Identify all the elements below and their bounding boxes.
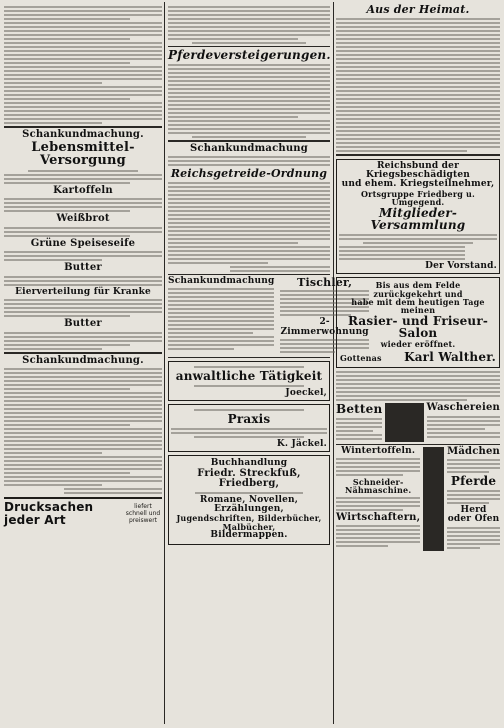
section-heading: Aus der Heimat.: [366, 3, 470, 16]
print-ad: [4, 497, 162, 526]
ad-name: K. Jäckel.: [276, 438, 327, 449]
ad-heading-betten: Betten: [336, 402, 383, 416]
ad-subheading: Butter: [64, 262, 102, 274]
ad-heading-pferde: Pferde: [450, 474, 497, 489]
article-text: [4, 6, 162, 124]
ad-heading-waesche: Waschereien: [426, 402, 500, 413]
ad-heading-pantoffeln: Wintertoffeln.: [341, 445, 416, 456]
ad-line: Jugendschriften, Bilderbücher, Malbücher,: [176, 513, 322, 532]
ad-subheading: Kartoffeln: [53, 184, 113, 196]
ad-heading-maedchen: Mädchen: [447, 445, 500, 457]
ad-line: Bis aus dem Felde zurückgekehrt und: [373, 280, 463, 299]
ad-heading-reichsgetreide: Reichsgetreide-Ordnung: [170, 167, 328, 181]
ad-heading: Schankundmachung.: [22, 354, 144, 366]
column-right: [336, 4, 500, 551]
ad-subheading: Ortsgruppe Friedberg u. Umgegend.: [360, 188, 476, 208]
ad-label: Gottenas: [340, 353, 382, 364]
ad-box-salon: [336, 277, 500, 368]
ad-subheading: Butter: [64, 318, 102, 330]
ad-heading-herd: Herd oder Ofen: [447, 504, 500, 525]
ad-subheading: Eierverteilung für Kranke: [15, 286, 151, 297]
ad-heading-firm: Friedr. Streckfuß, Friedberg,: [197, 467, 301, 490]
ad-heading: Reichsbund der Kriegsbeschädigten: [365, 160, 471, 180]
ad-heading: Buchhandlung: [210, 458, 288, 469]
ad-heading-tischler: Tischler,: [297, 275, 353, 289]
ad-heading-praxis: Praxis: [227, 412, 271, 427]
print-ad-title: Drucksachen jeder Art: [4, 500, 94, 527]
ad-heading: Schankundmachung: [168, 275, 275, 286]
column-rule: [333, 2, 334, 724]
column-rule: [164, 2, 165, 724]
ad-line: habe mit dem heutigen Tage meinen: [351, 297, 485, 316]
ad-heading-pferde: Pferdeversteigerungen.: [168, 48, 331, 62]
ad-subheading: Grüne Speiseseife: [30, 237, 136, 249]
ad-heading-wirtschaft: Wirtschaftern,: [336, 511, 421, 523]
ad-box-reichsbund: [336, 159, 500, 275]
ad-heading-anwalt: anwaltliche Tätigkeit: [175, 369, 323, 384]
ad-subheading: Weißbrot: [56, 213, 110, 225]
ad-box: [168, 361, 330, 401]
ad-heading-versammlung: Mitglieder-Versammlung: [370, 205, 466, 233]
ad-signature: Der Vorstand.: [425, 260, 497, 271]
ad-heading: und ehem. Kriegsteilnehmer,: [341, 179, 495, 190]
ad-name: Joeckel,: [285, 387, 327, 398]
ad-name: Karl Walther.: [404, 350, 496, 365]
ad-line: Romane, Novellen, Erzählungen,: [199, 494, 299, 514]
ad-heading-naehmaschine: Schneider-Nähmaschine.: [345, 477, 412, 496]
ad-line: wieder eröffnet.: [380, 339, 456, 350]
ad-box-buchhandlung: [168, 455, 330, 545]
ad-box: [168, 404, 330, 452]
ad-heading-lebensmittel: Lebensmittel-Versorgung: [31, 139, 135, 169]
ad-heading: Schankundmachung: [190, 142, 308, 154]
ad-heading: Schankundmachung.: [22, 129, 144, 140]
ad-heading-wohnung: 2-Zimmerwohnung: [280, 317, 369, 337]
ad-line: Bildermappen.: [210, 530, 288, 541]
print-ad-text: liefert schnell und preiswert: [125, 503, 161, 525]
column-left: [4, 4, 162, 526]
ad-heading-salon: Rasier- und Friseur-Salon: [347, 313, 489, 341]
